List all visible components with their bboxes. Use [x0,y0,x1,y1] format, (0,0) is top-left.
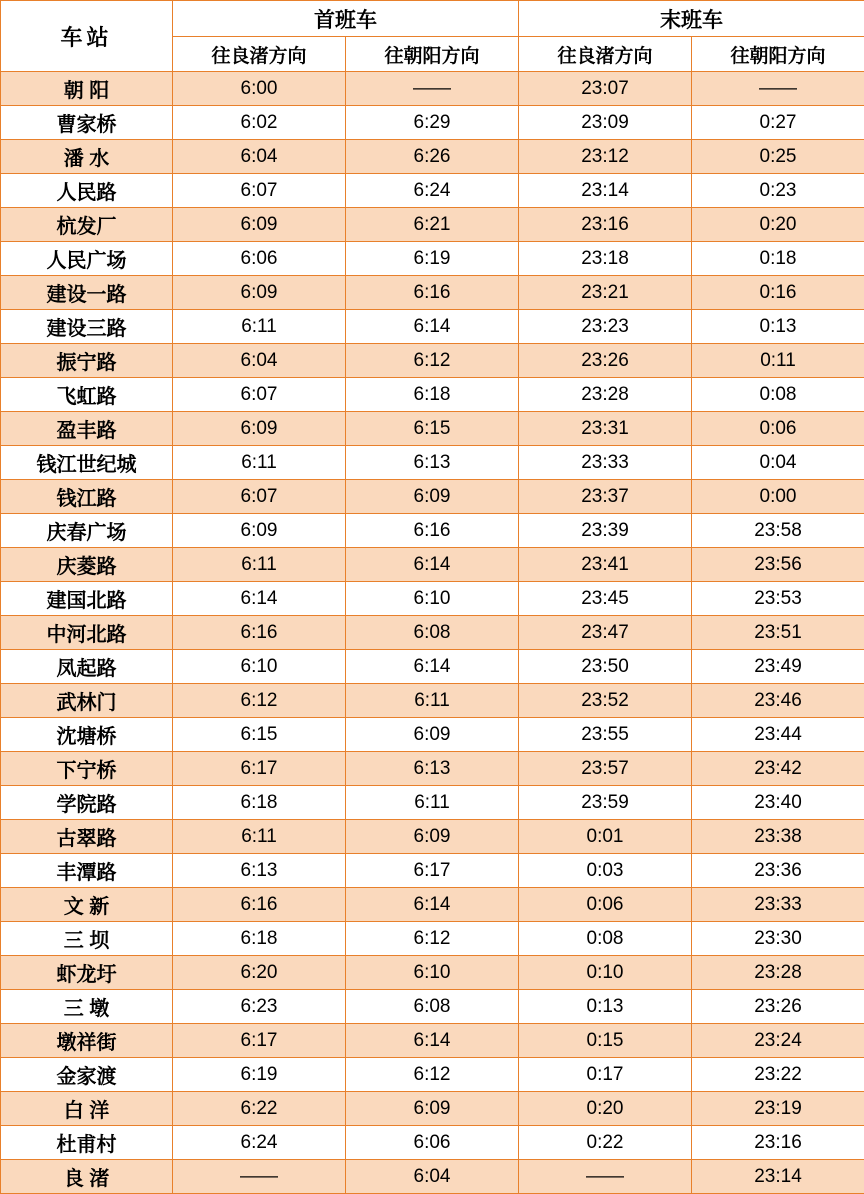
time-cell-last-to-chaoyang: 23:53 [692,582,864,616]
time-cell-last-to-chaoyang: 23:19 [692,1092,864,1126]
time-cell-last-to-liangzhu: 0:03 [519,854,692,888]
time-cell-last-to-liangzhu: 23:50 [519,650,692,684]
time-cell-last-to-chaoyang: 23:58 [692,514,864,548]
station-name-cell: 建设三路 [1,310,173,344]
time-cell-first-to-liangzhu: 6:18 [173,922,346,956]
table-row [1,650,864,684]
time-cell-first-to-liangzhu: 6:02 [173,106,346,140]
time-cell-first-to-liangzhu: 6:10 [173,650,346,684]
time-cell-first-to-chaoyang: 6:14 [346,650,519,684]
time-cell-last-to-liangzhu: 0:22 [519,1126,692,1160]
time-cell-first-to-chaoyang: 6:15 [346,412,519,446]
station-name-cell: 三 坝 [1,922,173,956]
time-cell-first-to-chaoyang: 6:11 [346,786,519,820]
time-cell-first-to-liangzhu: 6:11 [173,446,346,480]
station-name-cell: 曹家桥 [1,106,173,140]
time-cell-first-to-liangzhu: 6:04 [173,344,346,378]
table-row [1,752,864,786]
station-name-cell: 杜甫村 [1,1126,173,1160]
time-cell-last-to-chaoyang: 23:28 [692,956,864,990]
time-cell-first-to-chaoyang: 6:18 [346,378,519,412]
header-first-to-chaoyang: 往朝阳方向 [346,37,519,72]
table-row [1,174,864,208]
timetable-head [1,1,864,72]
table-row [1,480,864,514]
station-name-cell: 中河北路 [1,616,173,650]
time-cell-first-to-liangzhu: 6:22 [173,1092,346,1126]
time-cell-first-to-liangzhu: —— [173,1160,346,1194]
time-cell-last-to-liangzhu: 0:08 [519,922,692,956]
time-cell-last-to-chaoyang: 23:24 [692,1024,864,1058]
time-cell-last-to-liangzhu: 23:07 [519,72,692,106]
table-row [1,1126,864,1160]
table-row [1,276,864,310]
time-cell-first-to-chaoyang: 6:12 [346,1058,519,1092]
time-cell-last-to-liangzhu: 0:15 [519,1024,692,1058]
table-row [1,616,864,650]
time-cell-last-to-liangzhu: 23:31 [519,412,692,446]
time-cell-first-to-liangzhu: 6:09 [173,412,346,446]
time-cell-last-to-liangzhu: 23:12 [519,140,692,174]
time-cell-first-to-liangzhu: 6:11 [173,548,346,582]
station-name-cell: 杭发厂 [1,208,173,242]
time-cell-last-to-liangzhu: 0:20 [519,1092,692,1126]
time-cell-last-to-chaoyang: 23:38 [692,820,864,854]
time-cell-last-to-liangzhu: 23:45 [519,582,692,616]
time-cell-first-to-liangzhu: 6:07 [173,378,346,412]
time-cell-last-to-chaoyang: 0:25 [692,140,864,174]
table-row [1,1160,864,1194]
time-cell-last-to-liangzhu: —— [519,1160,692,1194]
time-cell-last-to-chaoyang: 23:16 [692,1126,864,1160]
table-row [1,548,864,582]
time-cell-first-to-chaoyang: 6:26 [346,140,519,174]
table-row [1,72,864,106]
time-cell-last-to-chaoyang: 0:20 [692,208,864,242]
station-name-cell: 凤起路 [1,650,173,684]
table-row [1,888,864,922]
time-cell-first-to-chaoyang: 6:13 [346,446,519,480]
time-cell-last-to-chaoyang: 23:46 [692,684,864,718]
time-cell-last-to-liangzhu: 0:13 [519,990,692,1024]
timetable-body [1,72,864,1194]
time-cell-first-to-liangzhu: 6:18 [173,786,346,820]
time-cell-first-to-liangzhu: 6:11 [173,310,346,344]
station-name-cell: 沈塘桥 [1,718,173,752]
table-row [1,208,864,242]
time-cell-first-to-chaoyang: 6:14 [346,1024,519,1058]
time-cell-first-to-liangzhu: 6:04 [173,140,346,174]
time-cell-first-to-liangzhu: 6:09 [173,514,346,548]
header-row-groups [1,1,864,37]
table-row [1,1024,864,1058]
time-cell-last-to-chaoyang: 23:51 [692,616,864,650]
station-name-cell: 白 洋 [1,1092,173,1126]
time-cell-last-to-liangzhu: 23:18 [519,242,692,276]
time-cell-last-to-chaoyang: 23:14 [692,1160,864,1194]
time-cell-first-to-chaoyang: 6:09 [346,480,519,514]
station-name-cell: 飞虹路 [1,378,173,412]
time-cell-last-to-liangzhu: 0:01 [519,820,692,854]
station-name-cell: 金家渡 [1,1058,173,1092]
time-cell-last-to-chaoyang: 23:26 [692,990,864,1024]
table-row [1,718,864,752]
time-cell-last-to-chaoyang: 23:40 [692,786,864,820]
station-name-cell: 下宁桥 [1,752,173,786]
time-cell-first-to-chaoyang: 6:09 [346,820,519,854]
time-cell-first-to-liangzhu: 6:15 [173,718,346,752]
time-cell-first-to-liangzhu: 6:12 [173,684,346,718]
time-cell-first-to-liangzhu: 6:00 [173,72,346,106]
time-cell-last-to-chaoyang: 23:56 [692,548,864,582]
station-name-cell: 丰潭路 [1,854,173,888]
time-cell-first-to-chaoyang: 6:04 [346,1160,519,1194]
table-row [1,582,864,616]
time-cell-last-to-liangzhu: 23:55 [519,718,692,752]
table-row [1,140,864,174]
table-row [1,854,864,888]
station-name-cell: 三 墩 [1,990,173,1024]
time-cell-first-to-chaoyang: 6:29 [346,106,519,140]
time-cell-last-to-chaoyang: 23:42 [692,752,864,786]
table-row [1,378,864,412]
table-row [1,990,864,1024]
time-cell-first-to-chaoyang: 6:14 [346,888,519,922]
time-cell-last-to-liangzhu: 23:52 [519,684,692,718]
table-row [1,106,864,140]
time-cell-first-to-liangzhu: 6:24 [173,1126,346,1160]
header-group-last-train: 末班车 [519,1,864,37]
time-cell-first-to-liangzhu: 6:16 [173,888,346,922]
station-name-cell: 钱江世纪城 [1,446,173,480]
time-cell-last-to-chaoyang: 0:08 [692,378,864,412]
table-row [1,412,864,446]
station-name-cell: 建国北路 [1,582,173,616]
time-cell-first-to-chaoyang: 6:08 [346,990,519,1024]
header-first-to-liangzhu: 往良渚方向 [173,37,346,72]
table-row [1,820,864,854]
time-cell-first-to-chaoyang: 6:08 [346,616,519,650]
time-cell-last-to-chaoyang: 0:11 [692,344,864,378]
time-cell-first-to-chaoyang: —— [346,72,519,106]
time-cell-last-to-liangzhu: 23:33 [519,446,692,480]
time-cell-last-to-chaoyang: 0:23 [692,174,864,208]
table-row [1,1058,864,1092]
time-cell-first-to-liangzhu: 6:17 [173,752,346,786]
station-name-cell: 人民路 [1,174,173,208]
time-cell-last-to-chaoyang: 0:18 [692,242,864,276]
station-name-cell: 庆菱路 [1,548,173,582]
time-cell-first-to-chaoyang: 6:12 [346,922,519,956]
time-cell-last-to-liangzhu: 0:06 [519,888,692,922]
time-cell-first-to-chaoyang: 6:16 [346,276,519,310]
time-cell-first-to-chaoyang: 6:09 [346,1092,519,1126]
table-row [1,242,864,276]
time-cell-last-to-chaoyang: 0:06 [692,412,864,446]
time-cell-first-to-liangzhu: 6:09 [173,276,346,310]
time-cell-last-to-chaoyang: 23:44 [692,718,864,752]
station-name-cell: 墩祥街 [1,1024,173,1058]
time-cell-last-to-liangzhu: 23:39 [519,514,692,548]
table-row [1,956,864,990]
time-cell-first-to-liangzhu: 6:20 [173,956,346,990]
time-cell-last-to-liangzhu: 23:23 [519,310,692,344]
time-cell-first-to-chaoyang: 6:21 [346,208,519,242]
station-name-cell: 人民广场 [1,242,173,276]
station-name-cell: 文 新 [1,888,173,922]
time-cell-last-to-liangzhu: 23:09 [519,106,692,140]
time-cell-last-to-chaoyang: —— [692,72,864,106]
time-cell-last-to-liangzhu: 23:28 [519,378,692,412]
time-cell-last-to-liangzhu: 23:47 [519,616,692,650]
time-cell-first-to-chaoyang: 6:06 [346,1126,519,1160]
time-cell-first-to-chaoyang: 6:12 [346,344,519,378]
station-name-cell: 振宁路 [1,344,173,378]
header-last-to-liangzhu: 往良渚方向 [519,37,692,72]
time-cell-last-to-liangzhu: 23:59 [519,786,692,820]
time-cell-first-to-liangzhu: 6:06 [173,242,346,276]
table-row [1,310,864,344]
time-cell-first-to-liangzhu: 6:09 [173,208,346,242]
time-cell-last-to-chaoyang: 0:16 [692,276,864,310]
time-cell-first-to-chaoyang: 6:19 [346,242,519,276]
time-cell-last-to-chaoyang: 23:30 [692,922,864,956]
time-cell-last-to-chaoyang: 23:36 [692,854,864,888]
table-row [1,514,864,548]
table-row [1,344,864,378]
time-cell-last-to-liangzhu: 0:10 [519,956,692,990]
time-cell-last-to-liangzhu: 0:17 [519,1058,692,1092]
station-name-cell: 古翠路 [1,820,173,854]
time-cell-first-to-chaoyang: 6:10 [346,956,519,990]
time-cell-last-to-liangzhu: 23:21 [519,276,692,310]
time-cell-last-to-chaoyang: 0:04 [692,446,864,480]
time-cell-first-to-chaoyang: 6:14 [346,548,519,582]
table-row [1,786,864,820]
time-cell-first-to-chaoyang: 6:11 [346,684,519,718]
time-cell-first-to-liangzhu: 6:19 [173,1058,346,1092]
header-station: 车站 [1,1,173,72]
time-cell-first-to-liangzhu: 6:14 [173,582,346,616]
header-group-first-train: 首班车 [173,1,519,37]
time-cell-last-to-chaoyang: 0:27 [692,106,864,140]
table-row [1,1092,864,1126]
time-cell-last-to-chaoyang: 23:22 [692,1058,864,1092]
time-cell-first-to-liangzhu: 6:17 [173,1024,346,1058]
station-name-cell: 建设一路 [1,276,173,310]
station-name-cell: 学院路 [1,786,173,820]
time-cell-first-to-liangzhu: 6:11 [173,820,346,854]
time-cell-last-to-liangzhu: 23:26 [519,344,692,378]
station-name-cell: 钱江路 [1,480,173,514]
time-cell-first-to-chaoyang: 6:24 [346,174,519,208]
time-cell-last-to-chaoyang: 0:13 [692,310,864,344]
time-cell-first-to-chaoyang: 6:09 [346,718,519,752]
header-last-to-chaoyang: 往朝阳方向 [692,37,864,72]
time-cell-first-to-chaoyang: 6:10 [346,582,519,616]
time-cell-last-to-liangzhu: 23:57 [519,752,692,786]
time-cell-first-to-chaoyang: 6:13 [346,752,519,786]
table-row [1,684,864,718]
time-cell-last-to-liangzhu: 23:37 [519,480,692,514]
time-cell-last-to-chaoyang: 23:49 [692,650,864,684]
time-cell-first-to-liangzhu: 6:16 [173,616,346,650]
station-name-cell: 盈丰路 [1,412,173,446]
station-name-cell: 武林门 [1,684,173,718]
station-name-cell: 潘 水 [1,140,173,174]
station-name-cell: 良 渚 [1,1160,173,1194]
time-cell-first-to-liangzhu: 6:07 [173,480,346,514]
time-cell-first-to-chaoyang: 6:16 [346,514,519,548]
time-cell-last-to-chaoyang: 0:00 [692,480,864,514]
time-cell-first-to-liangzhu: 6:13 [173,854,346,888]
table-row [1,922,864,956]
station-name-cell: 庆春广场 [1,514,173,548]
time-cell-last-to-chaoyang: 23:33 [692,888,864,922]
time-cell-first-to-liangzhu: 6:23 [173,990,346,1024]
time-cell-last-to-liangzhu: 23:41 [519,548,692,582]
time-cell-last-to-liangzhu: 23:14 [519,174,692,208]
table-row [1,446,864,480]
time-cell-last-to-liangzhu: 23:16 [519,208,692,242]
station-name-cell: 朝 阳 [1,72,173,106]
time-cell-first-to-liangzhu: 6:07 [173,174,346,208]
time-cell-first-to-chaoyang: 6:14 [346,310,519,344]
time-cell-first-to-chaoyang: 6:17 [346,854,519,888]
station-name-cell: 虾龙圩 [1,956,173,990]
